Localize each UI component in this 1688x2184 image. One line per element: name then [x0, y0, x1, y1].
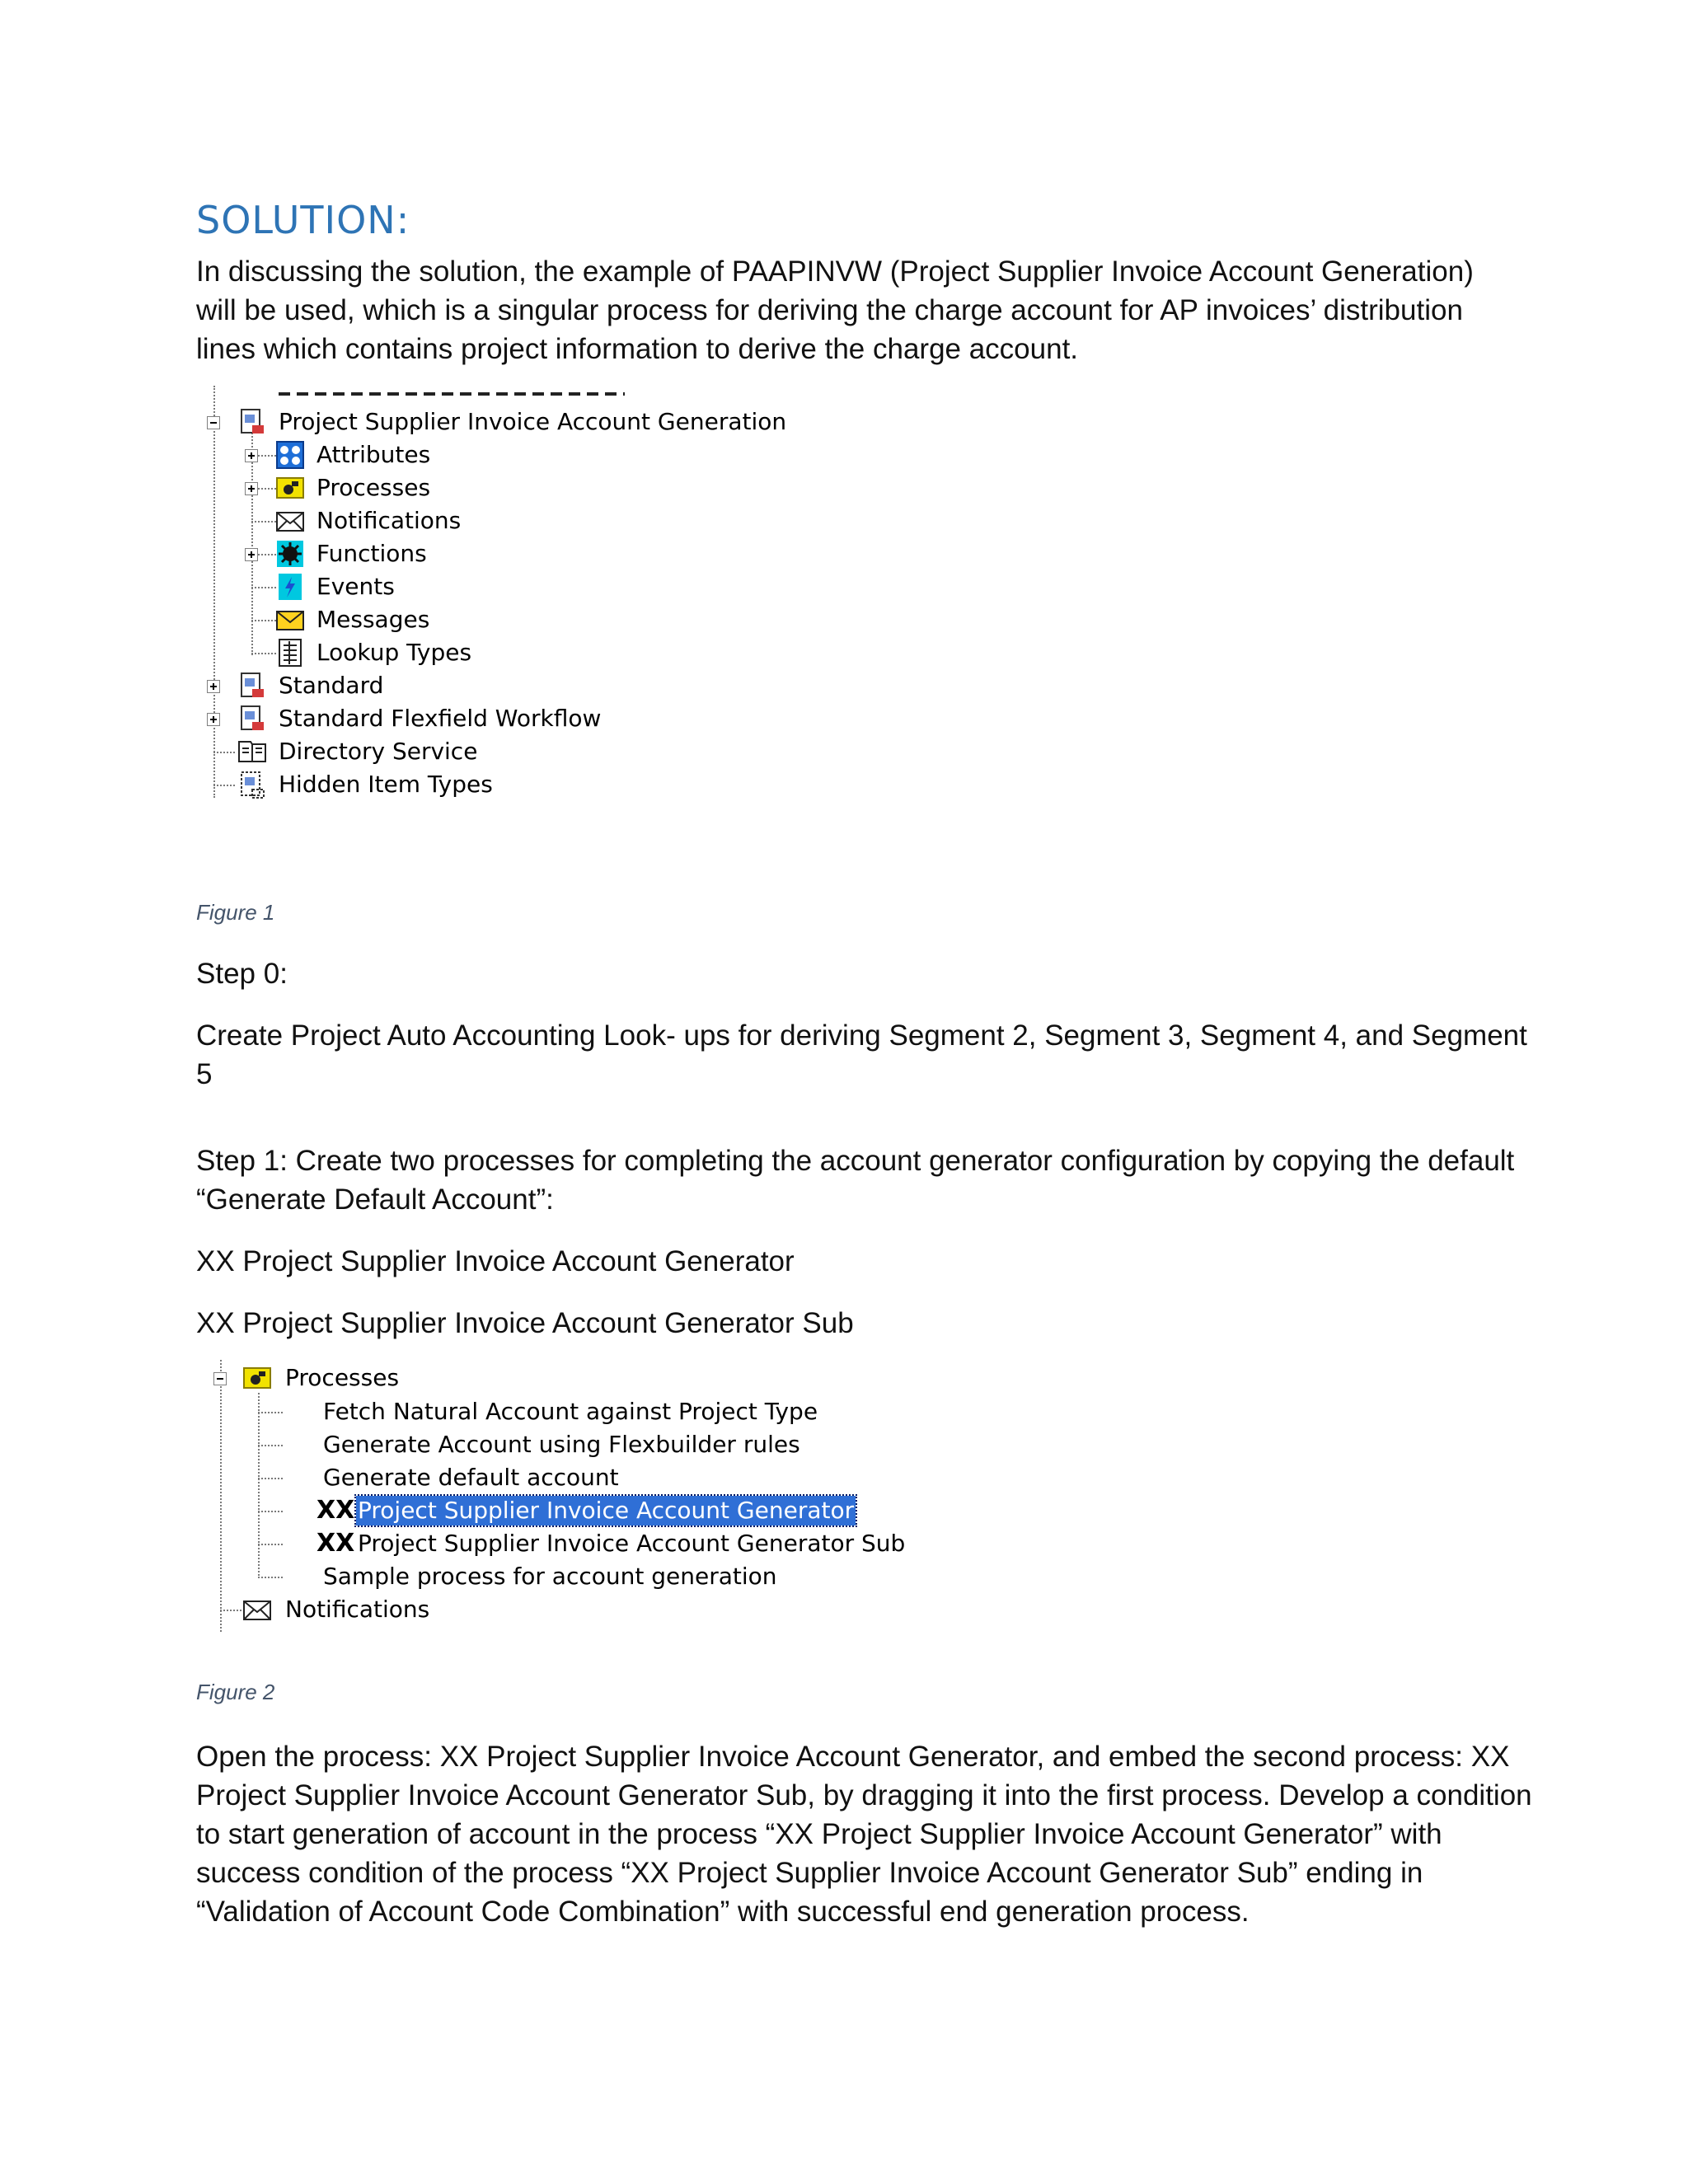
tree-item-processes[interactable]: Processes — [316, 474, 431, 501]
processes-root-label[interactable]: Processes — [285, 1364, 400, 1391]
process-item-fetch-natural-account[interactable]: Fetch Natural Account against Project Type — [323, 1398, 818, 1425]
item-type-icon — [237, 704, 267, 733]
attributes-icon — [275, 440, 305, 470]
step1-text: Step 1: Create two processes for completing the account generator configuration by copying the default “Generate Default Account”: — [196, 1145, 1515, 1216]
tree-item-messages[interactable]: Messages — [316, 606, 430, 633]
lookup-icon — [275, 638, 305, 668]
process-item-xx-generator-selected[interactable]: Project Supplier Invoice Account Generator — [358, 1497, 855, 1524]
directory-icon — [237, 737, 267, 766]
standard-expand-toggle[interactable] — [207, 680, 220, 693]
closing-paragraph: Open the process: XX Project Supplier Invoice Account Generator, and embed the second process: XX Project Supplier Invoice Account Generator Sub, by dragging it into the first process. Develop a condition to start generation of account in the process “XX Project Supplier Invoice Account Generator” with success condition of the process “XX Project Supplier Invoice Account Generator Sub” ending in “Validation of Account Code Combination” with successful end generation process. — [196, 1741, 1532, 1928]
step1-process1: XX Project Supplier Invoice Account Generator — [196, 1245, 795, 1277]
envelope-icon — [275, 506, 305, 536]
processes-collapse-toggle[interactable] — [213, 1372, 227, 1385]
flexfield-expand-toggle[interactable] — [207, 713, 220, 726]
tree-item-hidden-item-types[interactable]: Hidden Item Types — [279, 771, 493, 798]
tree-item-functions[interactable]: Functions — [316, 540, 427, 567]
step0-title: Step 0: — [196, 958, 288, 990]
functions-expand-toggle[interactable] — [245, 548, 258, 561]
process-prefix-xx: XX — [316, 1529, 355, 1558]
step0-text: Create Project Auto Accounting Look- ups for deriving Segment 2, Segment 3, Segment 4, and Segment 5 — [196, 1019, 1527, 1090]
cut-off-row — [279, 387, 625, 397]
processes-expand-toggle[interactable] — [245, 482, 258, 495]
tree-item-notifications[interactable]: Notifications — [316, 507, 462, 534]
item-type-icon — [237, 671, 267, 701]
event-icon — [275, 572, 305, 602]
tree-item-directory-service[interactable]: Directory Service — [279, 738, 478, 765]
tree-item-attributes[interactable]: Attributes — [316, 441, 431, 468]
figure2-caption: Figure 2 — [196, 1680, 275, 1704]
tree-item-notifications[interactable]: Notifications — [285, 1596, 430, 1623]
figure1-caption: Figure 1 — [196, 900, 275, 925]
root-collapse-toggle[interactable] — [207, 416, 220, 429]
step1-process2: XX Project Supplier Invoice Account Generator Sub — [196, 1307, 854, 1339]
tree-item-standard[interactable]: Standard — [279, 672, 384, 699]
item-type-icon — [237, 407, 267, 437]
tree-item-lookup-types[interactable]: Lookup Types — [316, 639, 472, 666]
attributes-expand-toggle[interactable] — [245, 449, 258, 462]
hidden-item-icon — [237, 770, 267, 799]
processes-icon — [275, 473, 305, 503]
tree-item-standard-flexfield-workflow[interactable]: Standard Flexfield Workflow — [279, 705, 602, 732]
message-icon — [275, 605, 305, 635]
intro-paragraph: In discussing the solution, the example of PAAPINVW (Project Supplier Invoice Account Generation) will be used, which is a singular process for deriving the charge account for AP invoices’ distribution lines which contains project information to derive the charge account. — [196, 255, 1474, 365]
processes-icon — [242, 1363, 272, 1393]
gear-icon — [275, 539, 305, 569]
process-item-xx-generator-sub[interactable]: Project Supplier Invoice Account Generator Sub — [358, 1530, 906, 1557]
process-item-generate-flexbuilder[interactable]: Generate Account using Flexbuilder rules — [323, 1431, 800, 1458]
process-item-generate-default[interactable]: Generate default account — [323, 1464, 619, 1491]
tree-root-label[interactable]: Project Supplier Invoice Account Generation — [279, 408, 787, 435]
envelope-icon — [242, 1595, 272, 1624]
section-heading: SOLUTION: — [196, 198, 410, 242]
tree-item-events[interactable]: Events — [316, 573, 395, 600]
process-item-sample[interactable]: Sample process for account generation — [323, 1563, 777, 1590]
process-prefix-xx: XX — [316, 1496, 355, 1525]
